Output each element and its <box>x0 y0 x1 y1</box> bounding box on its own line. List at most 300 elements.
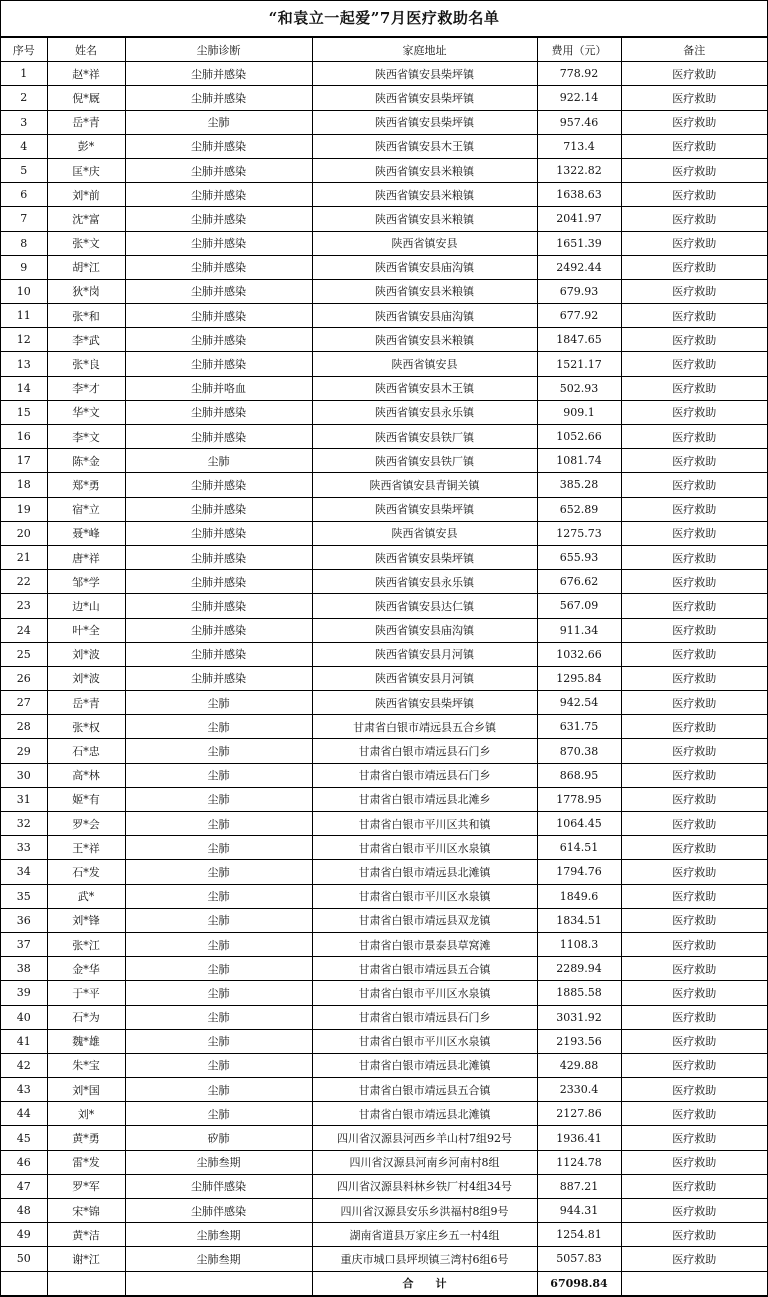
cell-diagnosis: 尘肺并感染 <box>125 545 312 569</box>
cell-name: 李*才 <box>47 376 125 400</box>
cell-fee: 1124.78 <box>537 1150 621 1174</box>
cell-diagnosis: 尘肺并感染 <box>125 473 312 497</box>
cell-number: 37 <box>1 932 47 956</box>
cell-name: 邹*学 <box>47 570 125 594</box>
total-label: 合 计 <box>312 1271 537 1295</box>
table-row <box>1 1247 767 1271</box>
cell-note: 医疗救助 <box>621 884 767 908</box>
cell-name: 狄*岗 <box>47 279 125 303</box>
cell-address: 重庆市城口县坪坝镇三湾村6组6号 <box>312 1247 537 1271</box>
cell-fee: 1847.65 <box>537 328 621 352</box>
cell-number: 44 <box>1 1102 47 1126</box>
cell-fee: 868.95 <box>537 763 621 787</box>
cell-diagnosis: 尘肺 <box>125 908 312 932</box>
cell-diagnosis: 尘肺并感染 <box>125 328 312 352</box>
cell-address: 陕西省镇安县柴坪镇 <box>312 545 537 569</box>
cell-note: 医疗救助 <box>621 715 767 739</box>
table-row <box>1 908 767 932</box>
cell-fee: 909.1 <box>537 400 621 424</box>
cell-number: 20 <box>1 521 47 545</box>
cell-name: 张*文 <box>47 231 125 255</box>
cell-number: 21 <box>1 545 47 569</box>
cell-diagnosis: 尘肺 <box>125 981 312 1005</box>
cell-name: 金*华 <box>47 957 125 981</box>
cell-fee: 1275.73 <box>537 521 621 545</box>
cell-diagnosis: 尘肺并感染 <box>125 594 312 618</box>
cell-diagnosis: 尘肺 <box>125 1005 312 1029</box>
table-row <box>1 739 767 763</box>
header-row <box>1 38 767 62</box>
cell-note: 医疗救助 <box>621 86 767 110</box>
cell-diagnosis: 尘肺 <box>125 1053 312 1077</box>
cell-name: 雷*发 <box>47 1150 125 1174</box>
cell-number: 10 <box>1 279 47 303</box>
cell-note: 医疗救助 <box>621 691 767 715</box>
table-row <box>1 545 767 569</box>
table-row <box>1 62 767 86</box>
cell-number: 25 <box>1 642 47 666</box>
cell-name: 郑*勇 <box>47 473 125 497</box>
cell-number: 3 <box>1 110 47 134</box>
cell-note: 医疗救助 <box>621 449 767 473</box>
cell-address: 陕西省镇安县永乐镇 <box>312 400 537 424</box>
relief-table <box>1 37 767 1296</box>
cell-diagnosis: 尘肺 <box>125 836 312 860</box>
cell-diagnosis: 尘肺 <box>125 1102 312 1126</box>
cell-number: 2 <box>1 86 47 110</box>
cell-name: 刘*波 <box>47 642 125 666</box>
cell-note: 医疗救助 <box>621 812 767 836</box>
cell-address: 陕西省镇安县柴坪镇 <box>312 86 537 110</box>
table-row <box>1 812 767 836</box>
cell-diagnosis: 尘肺并感染 <box>125 666 312 690</box>
cell-name: 边*山 <box>47 594 125 618</box>
cell-diagnosis: 尘肺 <box>125 110 312 134</box>
cell-fee: 1834.51 <box>537 908 621 932</box>
cell-address: 甘肃省白银市靖远县五合镇 <box>312 1078 537 1102</box>
cell-address: 甘肃省白银市靖远县五合镇 <box>312 957 537 981</box>
cell-fee: 679.93 <box>537 279 621 303</box>
cell-note: 医疗救助 <box>621 497 767 521</box>
table-row <box>1 110 767 134</box>
cell-number: 46 <box>1 1150 47 1174</box>
cell-name: 刘*前 <box>47 183 125 207</box>
cell-fee: 2193.56 <box>537 1029 621 1053</box>
cell-address: 陕西省镇安县月河镇 <box>312 666 537 690</box>
cell-number: 35 <box>1 884 47 908</box>
cell-address: 甘肃省白银市靖远县五合乡镇 <box>312 715 537 739</box>
cell-note: 医疗救助 <box>621 62 767 86</box>
cell-number: 4 <box>1 134 47 158</box>
table-row <box>1 1126 767 1150</box>
cell-note: 医疗救助 <box>621 1005 767 1029</box>
cell-diagnosis: 尘肺 <box>125 812 312 836</box>
cell-note: 医疗救助 <box>621 1223 767 1247</box>
cell-number: 26 <box>1 666 47 690</box>
table-row <box>1 425 767 449</box>
cell-address: 陕西省镇安县米粮镇 <box>312 183 537 207</box>
cell-address: 甘肃省白银市靖远县北滩镇 <box>312 1053 537 1077</box>
cell-name: 华*文 <box>47 400 125 424</box>
cell-note: 医疗救助 <box>621 787 767 811</box>
cell-diagnosis: 尘肺并感染 <box>125 521 312 545</box>
cell-fee: 1521.17 <box>537 352 621 376</box>
table-row <box>1 957 767 981</box>
cell-fee: 922.14 <box>537 86 621 110</box>
cell-number: 8 <box>1 231 47 255</box>
cell-diagnosis: 尘肺 <box>125 932 312 956</box>
table-row <box>1 1223 767 1247</box>
cell-fee: 1936.41 <box>537 1126 621 1150</box>
header-number: 序号 <box>1 38 47 62</box>
cell-number: 49 <box>1 1223 47 1247</box>
cell-diagnosis: 尘肺并感染 <box>125 158 312 182</box>
cell-diagnosis: 尘肺并感染 <box>125 255 312 279</box>
cell-number: 48 <box>1 1199 47 1223</box>
cell-fee: 1081.74 <box>537 449 621 473</box>
cell-name: 叶*全 <box>47 618 125 642</box>
cell-fee: 911.34 <box>537 618 621 642</box>
cell-number: 31 <box>1 787 47 811</box>
cell-diagnosis: 尘肺并感染 <box>125 134 312 158</box>
cell-note: 医疗救助 <box>621 352 767 376</box>
cell-diagnosis: 尘肺 <box>125 860 312 884</box>
cell-number: 7 <box>1 207 47 231</box>
cell-note: 医疗救助 <box>621 328 767 352</box>
cell-note: 医疗救助 <box>621 908 767 932</box>
table-row <box>1 860 767 884</box>
cell-fee: 1885.58 <box>537 981 621 1005</box>
cell-name: 张*权 <box>47 715 125 739</box>
cell-address: 四川省汉源县料林乡铁厂村4组34号 <box>312 1174 537 1198</box>
cell-name: 石*为 <box>47 1005 125 1029</box>
cell-diagnosis: 尘肺 <box>125 449 312 473</box>
cell-address: 陕西省镇安县米粮镇 <box>312 328 537 352</box>
table-row <box>1 1174 767 1198</box>
table-row <box>1 666 767 690</box>
cell-diagnosis: 尘肺 <box>125 691 312 715</box>
cell-name: 黄*洁 <box>47 1223 125 1247</box>
cell-number: 47 <box>1 1174 47 1198</box>
cell-address: 甘肃省白银市平川区水泉镇 <box>312 1029 537 1053</box>
cell-note: 医疗救助 <box>621 1102 767 1126</box>
cell-address: 陕西省镇安县铁厂镇 <box>312 449 537 473</box>
cell-name: 岳*青 <box>47 110 125 134</box>
cell-name: 刘*国 <box>47 1078 125 1102</box>
cell-address: 甘肃省白银市平川区水泉镇 <box>312 884 537 908</box>
cell-fee: 3031.92 <box>537 1005 621 1029</box>
cell-diagnosis: 尘肺伴感染 <box>125 1174 312 1198</box>
cell-diagnosis: 尘肺 <box>125 957 312 981</box>
cell-name: 倪*厩 <box>47 86 125 110</box>
table-row <box>1 1199 767 1223</box>
table-row <box>1 449 767 473</box>
cell-diagnosis: 尘肺并感染 <box>125 618 312 642</box>
cell-address: 陕西省镇安县永乐镇 <box>312 570 537 594</box>
table-row <box>1 1053 767 1077</box>
cell-number: 33 <box>1 836 47 860</box>
cell-name: 罗*会 <box>47 812 125 836</box>
table-row <box>1 594 767 618</box>
cell-address: 陕西省镇安县铁厂镇 <box>312 425 537 449</box>
cell-diagnosis: 尘肺并感染 <box>125 62 312 86</box>
cell-fee: 631.75 <box>537 715 621 739</box>
table-body <box>1 62 767 1271</box>
cell-note: 医疗救助 <box>621 1199 767 1223</box>
cell-number: 22 <box>1 570 47 594</box>
cell-name: 彭* <box>47 134 125 158</box>
table-row <box>1 304 767 328</box>
cell-number: 16 <box>1 425 47 449</box>
cell-note: 医疗救助 <box>621 207 767 231</box>
cell-note: 医疗救助 <box>621 957 767 981</box>
cell-fee: 5057.83 <box>537 1247 621 1271</box>
total-empty-cell <box>47 1271 125 1295</box>
cell-number: 14 <box>1 376 47 400</box>
cell-name: 罗*军 <box>47 1174 125 1198</box>
table-row <box>1 836 767 860</box>
cell-note: 医疗救助 <box>621 1126 767 1150</box>
cell-fee: 2127.86 <box>537 1102 621 1126</box>
cell-number: 18 <box>1 473 47 497</box>
cell-number: 40 <box>1 1005 47 1029</box>
cell-fee: 942.54 <box>537 691 621 715</box>
cell-note: 医疗救助 <box>621 255 767 279</box>
cell-note: 医疗救助 <box>621 376 767 400</box>
cell-name: 赵*祥 <box>47 62 125 86</box>
cell-name: 聂*峰 <box>47 521 125 545</box>
table-row <box>1 1102 767 1126</box>
total-empty-cell <box>125 1271 312 1295</box>
header-name: 姓名 <box>47 38 125 62</box>
cell-fee: 385.28 <box>537 473 621 497</box>
cell-fee: 2330.4 <box>537 1078 621 1102</box>
cell-address: 甘肃省白银市平川区共和镇 <box>312 812 537 836</box>
cell-address: 甘肃省白银市靖远县双龙镇 <box>312 908 537 932</box>
cell-name: 宋*锦 <box>47 1199 125 1223</box>
table-row <box>1 1029 767 1053</box>
cell-name: 匡*庆 <box>47 158 125 182</box>
cell-number: 36 <box>1 908 47 932</box>
cell-address: 陕西省镇安县庙沟镇 <box>312 255 537 279</box>
cell-address: 陕西省镇安县木王镇 <box>312 134 537 158</box>
cell-note: 医疗救助 <box>621 1174 767 1198</box>
cell-fee: 1052.66 <box>537 425 621 449</box>
cell-fee: 1849.6 <box>537 884 621 908</box>
cell-fee: 1064.45 <box>537 812 621 836</box>
cell-name: 李*武 <box>47 328 125 352</box>
cell-fee: 614.51 <box>537 836 621 860</box>
cell-diagnosis: 尘肺并感染 <box>125 86 312 110</box>
table-row <box>1 715 767 739</box>
table-row <box>1 473 767 497</box>
cell-diagnosis: 尘肺 <box>125 1029 312 1053</box>
cell-address: 甘肃省白银市靖远县石门乡 <box>312 739 537 763</box>
cell-number: 28 <box>1 715 47 739</box>
cell-number: 41 <box>1 1029 47 1053</box>
cell-note: 医疗救助 <box>621 932 767 956</box>
cell-fee: 429.88 <box>537 1053 621 1077</box>
table-row <box>1 207 767 231</box>
cell-fee: 567.09 <box>537 594 621 618</box>
cell-note: 医疗救助 <box>621 666 767 690</box>
cell-address: 甘肃省白银市靖远县北滩镇 <box>312 860 537 884</box>
cell-number: 12 <box>1 328 47 352</box>
cell-fee: 1032.66 <box>537 642 621 666</box>
table-row <box>1 183 767 207</box>
table-row <box>1 884 767 908</box>
document-title: “和袁立一起爱”7月医疗救助名单 <box>1 1 767 37</box>
cell-address: 甘肃省白银市靖远县石门乡 <box>312 1005 537 1029</box>
cell-note: 医疗救助 <box>621 521 767 545</box>
total-empty-cell <box>621 1271 767 1295</box>
cell-name: 于*平 <box>47 981 125 1005</box>
cell-number: 11 <box>1 304 47 328</box>
cell-name: 岳*青 <box>47 691 125 715</box>
cell-address: 四川省汉源县安乐乡洪福村8组9号 <box>312 1199 537 1223</box>
cell-number: 30 <box>1 763 47 787</box>
cell-note: 医疗救助 <box>621 158 767 182</box>
cell-address: 陕西省镇安县柴坪镇 <box>312 62 537 86</box>
cell-name: 石*发 <box>47 860 125 884</box>
cell-address: 甘肃省白银市靖远县北滩镇 <box>312 1102 537 1126</box>
cell-address: 陕西省镇安县柴坪镇 <box>312 110 537 134</box>
header-address: 家庭地址 <box>312 38 537 62</box>
cell-name: 张*江 <box>47 932 125 956</box>
cell-fee: 870.38 <box>537 739 621 763</box>
cell-address: 陕西省镇安县 <box>312 352 537 376</box>
total-empty-cell <box>1 1271 47 1295</box>
cell-name: 唐*祥 <box>47 545 125 569</box>
table-row <box>1 691 767 715</box>
cell-fee: 713.4 <box>537 134 621 158</box>
cell-address: 陕西省镇安县青铜关镇 <box>312 473 537 497</box>
cell-address: 陕西省镇安县米粮镇 <box>312 279 537 303</box>
cell-diagnosis: 尘肺并感染 <box>125 425 312 449</box>
table-row <box>1 328 767 352</box>
table-row <box>1 1150 767 1174</box>
table-row <box>1 981 767 1005</box>
cell-fee: 676.62 <box>537 570 621 594</box>
cell-fee: 2041.97 <box>537 207 621 231</box>
cell-note: 医疗救助 <box>621 231 767 255</box>
cell-fee: 2289.94 <box>537 957 621 981</box>
cell-note: 医疗救助 <box>621 400 767 424</box>
cell-number: 9 <box>1 255 47 279</box>
cell-note: 医疗救助 <box>621 570 767 594</box>
cell-diagnosis: 尘肺并感染 <box>125 231 312 255</box>
table-row <box>1 497 767 521</box>
cell-number: 13 <box>1 352 47 376</box>
table-row <box>1 618 767 642</box>
cell-note: 医疗救助 <box>621 1247 767 1271</box>
cell-address: 四川省汉源县河南乡河南村8组 <box>312 1150 537 1174</box>
cell-note: 医疗救助 <box>621 1053 767 1077</box>
cell-name: 姬*有 <box>47 787 125 811</box>
cell-name: 石*忠 <box>47 739 125 763</box>
cell-note: 医疗救助 <box>621 739 767 763</box>
cell-fee: 1794.76 <box>537 860 621 884</box>
cell-address: 甘肃省白银市靖远县北滩乡 <box>312 787 537 811</box>
cell-number: 17 <box>1 449 47 473</box>
cell-number: 38 <box>1 957 47 981</box>
table-row <box>1 231 767 255</box>
table-row <box>1 352 767 376</box>
cell-number: 1 <box>1 62 47 86</box>
total-row <box>1 1271 767 1295</box>
cell-name: 张*良 <box>47 352 125 376</box>
cell-note: 医疗救助 <box>621 836 767 860</box>
cell-name: 宿*立 <box>47 497 125 521</box>
table-row <box>1 570 767 594</box>
cell-diagnosis: 尘肺 <box>125 715 312 739</box>
cell-diagnosis: 尘肺并感染 <box>125 304 312 328</box>
cell-number: 23 <box>1 594 47 618</box>
cell-address: 陕西省镇安县米粮镇 <box>312 158 537 182</box>
cell-name: 沈*富 <box>47 207 125 231</box>
cell-note: 医疗救助 <box>621 981 767 1005</box>
cell-diagnosis: 尘肺并感染 <box>125 279 312 303</box>
cell-note: 医疗救助 <box>621 183 767 207</box>
table-row <box>1 1005 767 1029</box>
cell-number: 50 <box>1 1247 47 1271</box>
table-row <box>1 932 767 956</box>
table-row <box>1 255 767 279</box>
cell-number: 34 <box>1 860 47 884</box>
cell-fee: 778.92 <box>537 62 621 86</box>
table-row <box>1 400 767 424</box>
table-row <box>1 279 767 303</box>
cell-address: 陕西省镇安县米粮镇 <box>312 207 537 231</box>
cell-note: 医疗救助 <box>621 1150 767 1174</box>
cell-number: 29 <box>1 739 47 763</box>
cell-note: 医疗救助 <box>621 594 767 618</box>
cell-diagnosis: 尘肺并感染 <box>125 642 312 666</box>
cell-fee: 1295.84 <box>537 666 621 690</box>
cell-diagnosis: 尘肺并感染 <box>125 497 312 521</box>
cell-name: 陈*金 <box>47 449 125 473</box>
cell-diagnosis: 尘肺并感染 <box>125 400 312 424</box>
cell-fee: 887.21 <box>537 1174 621 1198</box>
cell-address: 湖南省道县万家庄乡五一村4组 <box>312 1223 537 1247</box>
cell-fee: 1322.82 <box>537 158 621 182</box>
cell-name: 魏*雄 <box>47 1029 125 1053</box>
cell-note: 医疗救助 <box>621 763 767 787</box>
cell-number: 15 <box>1 400 47 424</box>
cell-fee: 957.46 <box>537 110 621 134</box>
cell-address: 陕西省镇安县木王镇 <box>312 376 537 400</box>
cell-address: 甘肃省白银市靖远县石门乡 <box>312 763 537 787</box>
table-row <box>1 376 767 400</box>
table-row <box>1 787 767 811</box>
cell-note: 医疗救助 <box>621 279 767 303</box>
table-row <box>1 642 767 666</box>
cell-address: 陕西省镇安县月河镇 <box>312 642 537 666</box>
cell-number: 45 <box>1 1126 47 1150</box>
cell-fee: 1108.3 <box>537 932 621 956</box>
cell-note: 医疗救助 <box>621 860 767 884</box>
cell-note: 医疗救助 <box>621 618 767 642</box>
cell-number: 19 <box>1 497 47 521</box>
cell-fee: 652.89 <box>537 497 621 521</box>
cell-diagnosis: 尘肺叁期 <box>125 1223 312 1247</box>
cell-diagnosis: 尘肺 <box>125 739 312 763</box>
cell-note: 医疗救助 <box>621 1078 767 1102</box>
cell-fee: 1254.81 <box>537 1223 621 1247</box>
cell-diagnosis: 尘肺并感染 <box>125 570 312 594</box>
cell-fee: 1778.95 <box>537 787 621 811</box>
cell-name: 李*文 <box>47 425 125 449</box>
